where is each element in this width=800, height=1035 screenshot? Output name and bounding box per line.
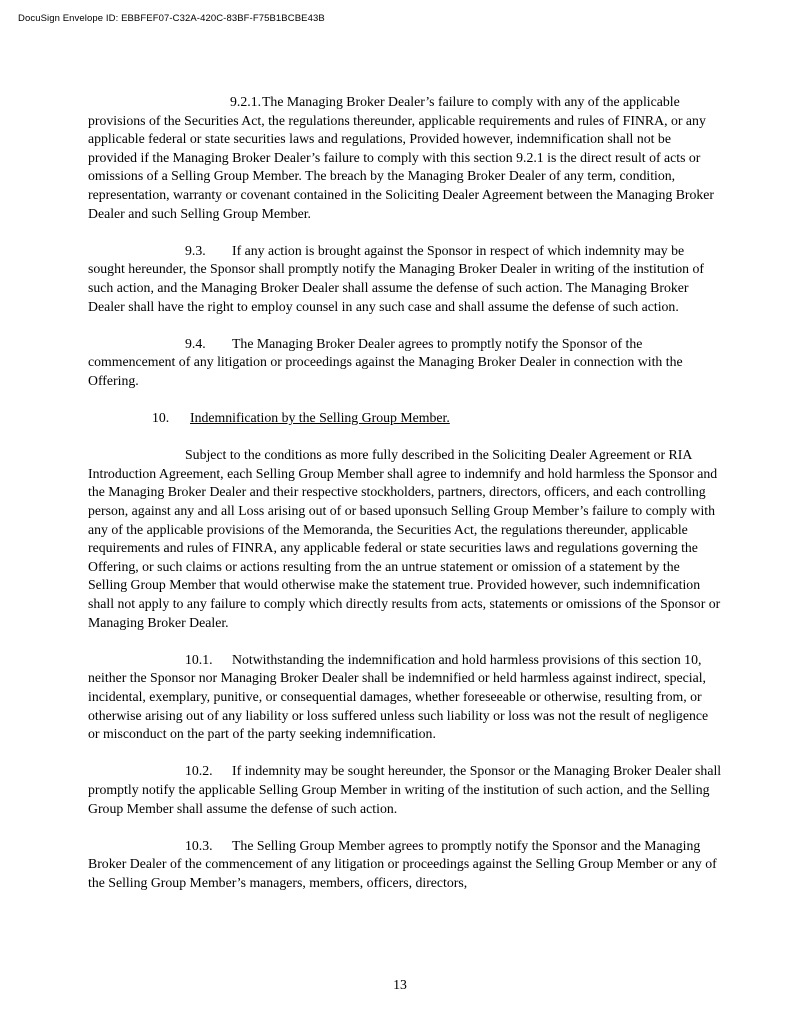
document-content — [88, 93, 722, 911]
section-number-10-3: 10.3. — [185, 837, 213, 853]
paragraph-10-intro — [88, 446, 722, 632]
page-number: 13 — [393, 977, 407, 992]
paragraph-10-2 — [88, 762, 722, 818]
paragraph-text: Notwithstanding the indemnification and hold harmless provisions of this section 10, neither the Sponsor nor Managing Broker Dealer shall be indemnified or held harmless against indirect, special, incidental, exemplary, punitive, or consequential damages, whether foreseeable or otherwise, resulting from, or otherwise arising out of any liability or loss suffered unless such liability or loss was not the result of negligence or misconduct on the part of the party seeking indemnification. — [88, 651, 709, 742]
docusign-envelope-id: DocuSign Envelope ID: EBBFEF07-C32A-420C-83BF-F75B1BCBE43B — [18, 13, 325, 24]
section-number-10-2: 10.2. — [185, 763, 213, 779]
section-number-9-3: 9.3. — [185, 242, 206, 258]
paragraph-text: If any action is brought against the Sponsor in respect of which indemnity may be sought hereunder, the Sponsor shall promptly notify the Managing Broker Dealer in writing of the institution of such action, and the Managing Broker Dealer shall assume the defense of such action. The Managing Broker Dealer shall have the right to employ counsel in any such case and shall assume the defense of such action. — [88, 242, 704, 314]
paragraph-9-4 — [88, 335, 722, 391]
paragraph-text: The Selling Group Member agrees to promptly notify the Sponsor and the Managing Broker Dealer of the commencement of any litigation or proceedings against the Selling Group Member or any of the Selling Group Member’s managers, members, officers, directors, — [88, 837, 717, 890]
section-number-10-1: 10.1. — [185, 651, 213, 667]
section-number-9-2-1: 9.2.1. — [230, 94, 262, 109]
heading-10 — [88, 409, 722, 428]
paragraph-text: The Managing Broker Dealer’s failure to comply with any of the applicable provisions of the Securities Act, the regulations thereunder, applicable requirements and rules of FINRA, or any applicable federal or state securities laws and regulations, Provided however, indemnification shall not be provided if the Managing Broker Dealer’s failure to comply with this section 9.2.1 is the direct result of acts or omissions of a Selling Group Member. The breach by the Managing Broker Dealer of any term, condition, representation, warranty or covenant contained in the Soliciting Dealer Agreement between the Managing Broker Dealer and such Selling Group Member. — [88, 94, 714, 221]
paragraph-10-3 — [88, 837, 722, 893]
heading-10-title: Indemnification by the Selling Group Member. — [190, 410, 450, 426]
paragraph-9-3 — [88, 242, 722, 316]
paragraph-text: The Managing Broker Dealer agrees to promptly notify the Sponsor of the commencement of any litigation or proceedings against the Managing Broker Dealer in connection with the Offering. — [88, 335, 683, 388]
paragraph-text: If indemnity may be sought hereunder, the Sponsor or the Managing Broker Dealer shall promptly notify the applicable Selling Group Member in writing of the institution of such action, and the Selling Group Member shall assume the defense of such action. — [88, 763, 722, 816]
section-number-9-4: 9.4. — [185, 335, 206, 351]
paragraph-10-1 — [88, 651, 722, 744]
section-number-10: 10. — [152, 410, 170, 426]
paragraph-text: Subject to the conditions as more fully described in the Soliciting Dealer Agreement or RIA Introduction Agreement, each Selling Group Member shall agree to indemnify and hold harmless the Sponsor and the Managing Broker Dealer and their respective stockholders, partners, directors, officers, and each controlling person, against any and all Loss arising out of or based uponsuch Selling Group Member’s failure to comply with any of the applicable provisions of the Memoranda, the Securities Act, the regulations thereunder, applicable requirements and rules of FINRA, any applicable federal or state securities laws and regulations governing the Offering, or such claims or actions resulting from the an untrue statement or omission of a statement by the Selling Group Member that would otherwise make the statement true. Provided however, such indemnification shall not apply to any failure to comply which directly results from acts, statements or omissions of the Sponsor or Managing Broker Dealer. — [88, 447, 721, 630]
paragraph-9-2-1 — [88, 93, 722, 223]
